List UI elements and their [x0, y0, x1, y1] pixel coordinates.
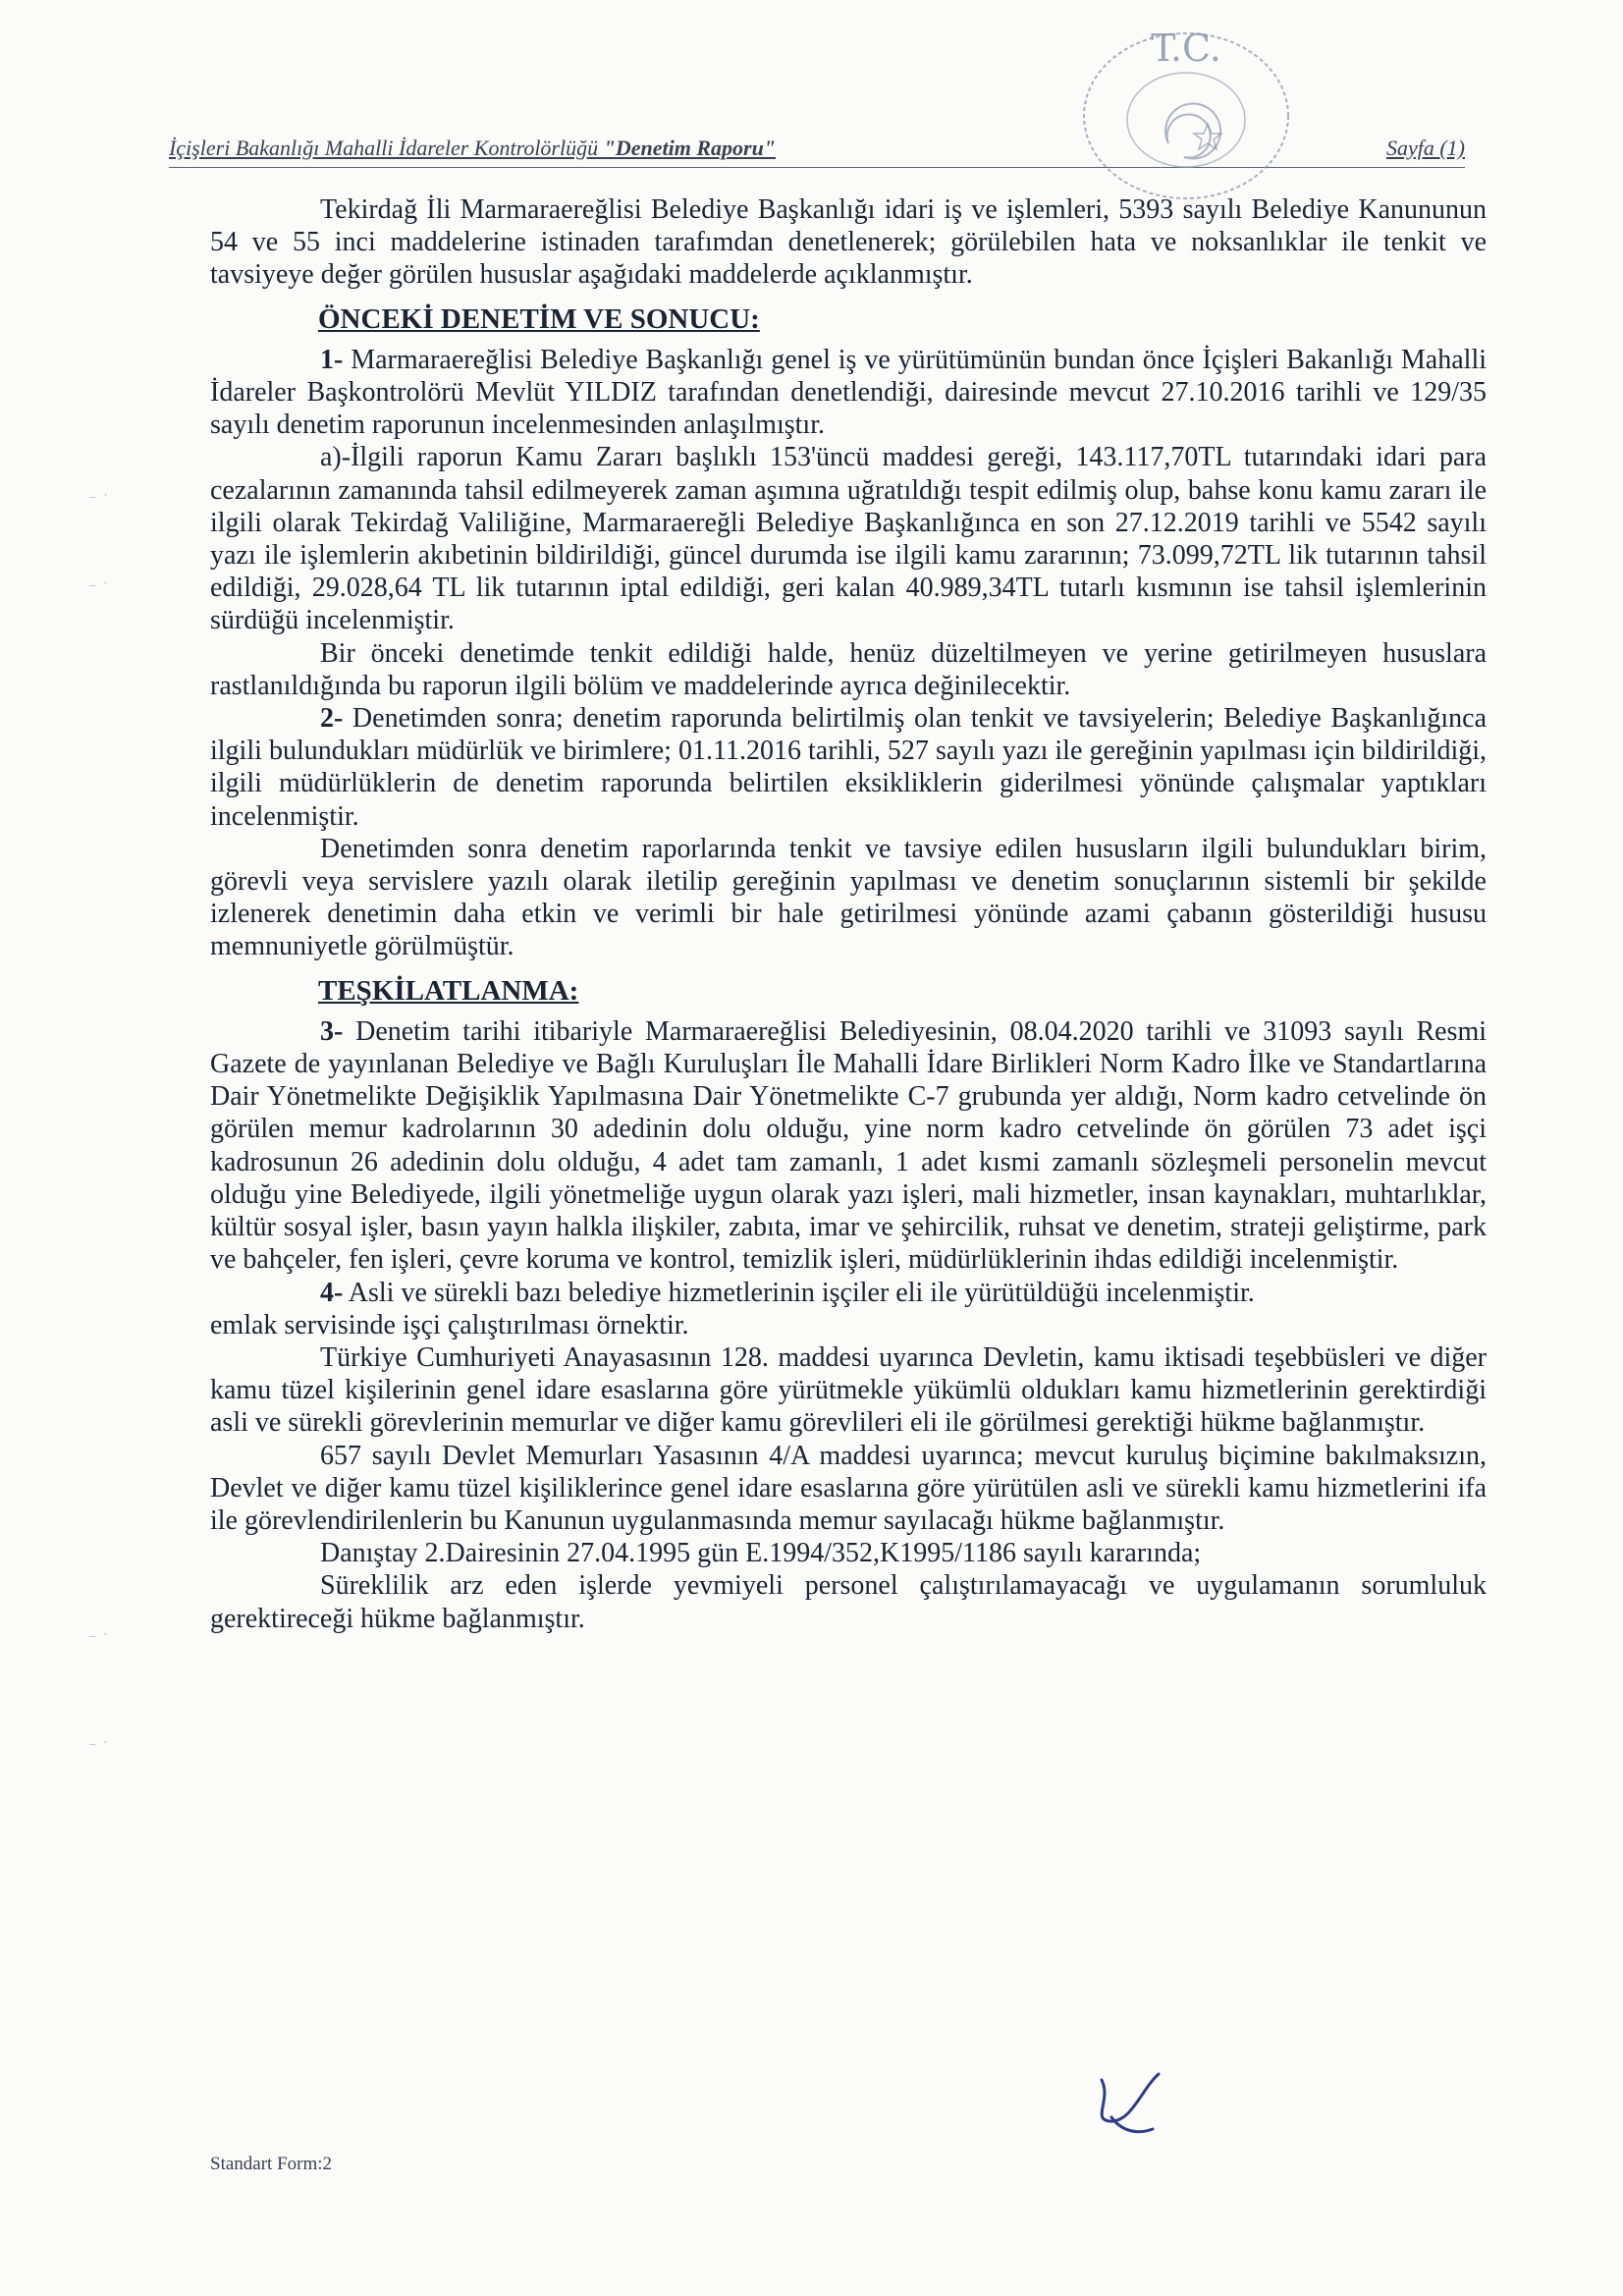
seal-text: T.C. — [1151, 27, 1221, 70]
form-label: Standart Form:2 — [210, 2154, 333, 2174]
paragraph-1: 1- Marmaraereğlisi Belediye Başkanlığı genel iş ve yürütümünün bundan önce İçişleri Bakanlığı Mahalli İdareler Başkontrolörü Mevlüt YILDIZ tarafından denetlendiği, dairesinde mevcut 27.10.2016 tarihli ve 129/35 sayılı denetim raporunun incelenmesinden anlaşılmıştır. — [210, 344, 1487, 441]
paragraph-1b: Bir önceki denetimde tenkit edildiği halde, henüz düzeltilmeyen ve yerine getirilmeyen hususlara rastlanıldığında bu raporun ilgili bölüm ve maddelerinde ayrıca değinilecektir. — [210, 637, 1487, 701]
paragraph-4-continuation: emlak servisinde işçi çalıştırılması örnektir. — [210, 1309, 689, 1340]
margin-mark-2: ⁻ ˙ — [88, 579, 110, 598]
page-number: Sayfa (1) — [1385, 136, 1465, 160]
intro-paragraph: Tekirdağ İli Marmaraereğlisi Belediye Başkanlığı idari iş ve işlemleri, 5393 sayılı Belediye Kanununun 54 ve 55 inci maddelerine istinaden tarafımdan denetlenerek; görülebilen hata ve noksanlıklar ile tenkit ve tavsiyeye değer görülen hususlar aşağıdaki maddelerde açıklanmıştır. — [210, 194, 1487, 291]
paragraph-4b: 657 sayılı Devlet Memurları Yasasının 4/A maddesi uyarınca; mevcut kuruluş biçimine bakılmaksızın, Devlet ve diğer kamu tüzel kişiliklerince genel idare esaslarına göre yürütülen asli ve sürekli kamu hizmetlerini ifa ile görevlendirilenlerin bu Kanunun uygulanmasında memur sayılacağı hükme bağlanmıştır. — [210, 1440, 1487, 1536]
margin-mark-4: ⁻ ˙ — [88, 1738, 110, 1757]
paragraph-2: 2- Denetimden sonra; denetim raporunda belirtilmiş olan tenkit ve tavsiyelerin; Belediye Başkanlığınca ilgili bulundukları müdürlük ve birimlere; 01.11.2016 tarihli, 527 sayılı yazı ile gereğinin yapılması için bildirildiği, ilgili müdürlüklerin de denetim raporunda belirtilen eksikliklerin giderilmesi yönünde çalışmalar yaptıkları incelenmiştir. — [210, 703, 1487, 832]
margin-mark-1: ⁻ ˙ — [88, 491, 110, 510]
margin-mark-3: ⁻ ˙ — [88, 1630, 110, 1649]
section-heading-previous-audit: ÖNCEKİ DENETİM VE SONUCU: — [318, 302, 760, 335]
signature-icon — [1072, 2060, 1180, 2149]
paragraph-4c: Danıştay 2.Dairesinin 27.04.1995 gün E.1994/352,K1995/1186 sayılı kararında; — [320, 1538, 1202, 1569]
report-body — [210, 193, 1487, 1635]
paragraph-4: 4- Asli ve sürekli bazı belediye hizmetlerinin işçiler eli ile yürütüldüğü incelenmiştir. — [320, 1277, 1255, 1308]
paragraph-3: 3- Denetim tarihi itibariyle Marmaraereğlisi Belediyesinin, 08.04.2020 tarihli ve 31093 sayılı Resmi Gazete de yayınlanan Belediye ve Bağlı Kuruluşları İle Mahalli İdare Birlikleri Norm Kadro İlke ve Standartlarına Dair Yönetmelikte Değişiklik Yapılmasına Dair Yönetmelikte C-7 grubunda yer aldığı, Norm kadro cetvelinde ön görülen memur kadrolarının 30 adedinin dolu olduğu, yine norm kadro cetvelinde ön görülen 73 adet işçi kadrosunun 26 adedinin dolu olduğu, 4 adet tam zamanlı, 1 adet kısmi zamanlı sözleşmeli personelin mevcut olduğu yine Belediyede, ilgili yönetmeliğe uygun olarak yazı işleri, mali hizmetler, insan kaynakları, muhtarlıklar, kültür sosyal işler, basın yayın halkla ilişkiler, zabıta, imar ve şehircilik, ruhsat ve denetim, strateji geliştirme, park ve bahçeler, fen işleri, çevre koruma ve kontrol, temizlik işleri, müdürlüklerinin ihdas edildiği incelenmiştir. — [210, 1015, 1487, 1276]
section-heading-organization: TEŞKİLATLANMA: — [318, 974, 579, 1007]
paragraph-2a: Denetimden sonra denetim raporlarında tenkit ve tavsiye edilen hususların ilgili bulundukları birim, görevli veya servislere yazılı olarak iletilip gereğinin yapılması ve denetim sonuçlarının sistemli bir şekilde izlenerek denetimin daha etkin ve verimli bir hale getirilmesi yönünde azami çabanın gösterildiği hususu memnuniyetle görülmüştür. — [210, 833, 1487, 962]
header-title: İçişleri Bakanlığı Mahalli İdareler Kontrolörlüğü "Denetim Raporu" — [169, 136, 777, 160]
paragraph-4a: Türkiye Cumhuriyeti Anayasasının 128. maddesi uyarınca Devletin, kamu iktisadi teşebbüsleri ve diğer kamu tüzel kişilerinin genel idare esaslarına göre yürütmekle yükümlü oldukları kamu hizmetlerinin gerektirdiği asli ve sürekli görevlerinin memurlar ve diğer kamu görevlileri eli ile görülmesi gerektiği hükme bağlanmıştır. — [210, 1341, 1487, 1439]
paragraph-4d: Süreklilik arz eden işlerde yevmiyeli personel çalıştırılamayacağı ve uygulamanın sorumluluk gerektireceği hükme bağlanmıştır. — [210, 1570, 1487, 1634]
paragraph-1a: a)-İlgili raporun Kamu Zararı başlıklı 153'üncü maddesi gereği, 143.117,70TL tutarındaki idari para cezalarının zamanında tahsil edilmeyerek zaman aşımına uğratıldığı tespit edilmiş olup, bahse konu kamu zararı ile ilgili olarak Tekirdağ Valiliğine, Marmaraereğli Belediye Başkanlığınca en son 27.12.2019 tarihli ve 5542 sayılı yazı ile işlemlerin akıbetinin bildirildiği, güncel durumda ise ilgili kamu zararının; 73.099,72TL lik tutarının tahsil edildiği, 29.028,64 TL lik tutarının iptal edildiği, geri kalan 40.989,34TL tutarlı kısmının ise tahsil işlemlerinin sürdüğü incelenmiştir. — [210, 442, 1487, 636]
